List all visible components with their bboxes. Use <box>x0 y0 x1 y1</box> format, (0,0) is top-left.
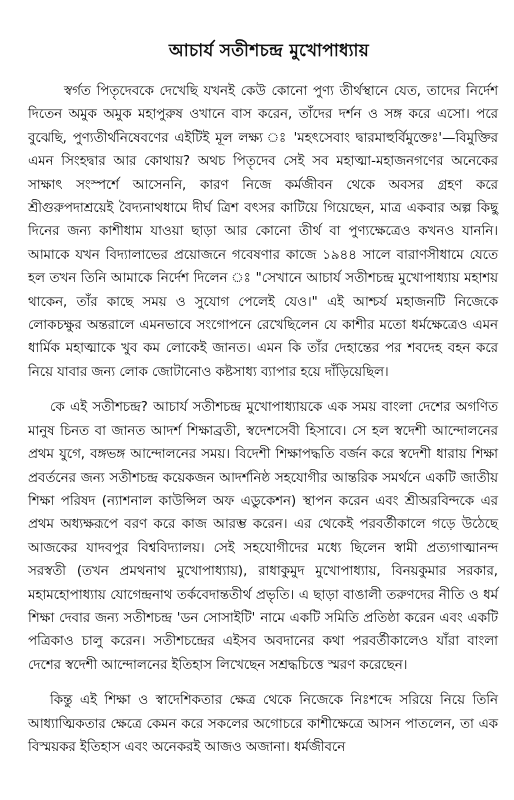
document-page <box>28 38 498 788</box>
paragraph-1: স্বর্গত পিতৃদেবকে দেখেছি যখনই কেউ কোনো পুণ্য তীর্থস্থানে যেত, তাদের নির্দেশ দিতেন অমুক অমুক মহাপুরুষ ওখানে বাস করেন, তাঁদের দর্শন ও সঙ্গ করে এসো। পরে বুঝেছি, পুণ্যতীর্থনিষেবণের এইটিই মূল লক্ষ্য ঃ 'মহৎসেবাং দ্বারমাহুর্বিমুক্তেঃ'—বিমুক্তির এমন সিংহদ্বার আর কোথায়? অথচ পিতৃদেব সেই সব মহাত্মা-মহাজনগণের অনেকের সাক্ষাৎ সংস্পর্শে আসেননি, কারণ নিজে কর্মজীবন থেকে অবসর গ্রহণ করে শ্রীগুরুপদাশ্রয়েই বৈদ্যনাথধামে দীর্ঘ ত্রিশ বৎসর কাটিয়ে গিয়েছেন, মাত্র একবার অল্প কিছু দিনের জন্য কাশীধাম যাওয়া ছাড়া আর কোনো তীর্থ বা পুণ্যক্ষেত্রেও কখনও যাননি। আমাকে যখন বিদ্যালাভের প্রয়োজনে গবেষণার কাজে ১৯৪৪ সালে বারাণসীধামে যেতে হল তখন তিনি আমাকে নির্দেশ দিলেন ঃ "সেখানে আচার্য সতীশচন্দ্র মুখোপাধ্যায় মহাশয় থাকেন, তাঁর কাছে সময় ও সুযোগ পেলেই যেও।" এই আশ্চর্য মহাজনটি নিজেকে লোকচক্ষুর অন্তরালে এমনভাবে সংগোপনে রেখেছিলেন যে কাশীর মতো ধর্মক্ষেত্রেও এমন ধার্মিক মহাত্মাকে খুব কম লোকেই জানত। এমন কি তাঁর দেহান্তের পর শবদেহ বহন করে নিয়ে যাবার জন্য লোক জোটানোও কষ্টসাধ্য ব্যাপার হয়ে দাঁড়িয়েছিল। <box>28 84 498 380</box>
paragraph-3: কিন্তু এই শিক্ষা ও স্বাদেশিকতার ক্ষেত্র থেকে নিজেকে নিঃশব্দে সরিয়ে নিয়ে তিনি আধ্যাত্মিকতার ক্ষেত্রে কেমন করে সকলের অগোচরে কাশীক্ষেত্রে আসন পাতলেন, তা এক বিস্ময়কর ইতিহাস এবং অনেকরই আজও অজানা। ধর্মজীবনে <box>28 693 498 755</box>
paragraph-2: কে এই সতীশচন্দ্র? আচার্য সতীশচন্দ্র মুখোপাধ্যায়কে এক সময় বাংলা দেশের অগণিত মানুষ চিনত বা জানত আদর্শ শিক্ষাব্রতী, স্বদেশসেবী হিসাবে। সে হল স্বদেশী আন্দোলনের প্রথম যুগে, বঙ্গভঙ্গ আন্দোলনের সময়। বিদেশী শিক্ষাপদ্ধতি বর্জন করে স্বদেশী ধারায় শিক্ষা প্রবর্তনের জন্য সতীশচন্দ্র কয়েকজন আদর্শনিষ্ঠ সহযোগীর আন্তরিক সমর্থনে একটি জাতীয় শিক্ষা পরিষদ (ন্যাশনাল কাউন্সিল অফ এডুকেশন) স্থাপন করেন এবং শ্রীঅরবিন্দকে এর প্রথম অধ্যক্ষরূপে বরণ করে কাজ আরম্ভ করেন। এর থেকেই পরবর্তীকালে গড়ে উঠেছে আজকের যাদবপুর বিশ্ববিদ্যালয়। সেই সহযোগীদের মধ্যে ছিলেন স্বামী প্রত্যগাত্মানন্দ সরস্বতী (তখন প্রমথনাথ মুখোপাধ্যায়), রাধাকুমুদ মুখোপাধ্যায়, বিনয়কুমার সরকার, মহামহোপাধ্যায় যোগেন্দ্রনাথ তর্কবেদান্ততীর্থ প্রভৃতি। এ ছাড়া বাঙালী তরুণদের নীতি ও ধর্ম শিক্ষা দেবার জন্য সতীশচন্দ্র 'ডন সোসাইটি' নামে একটি সমিতি প্রতিষ্ঠা করেন এবং একটি পত্রিকাও চালু করেন। সতীশচন্দ্রের এইসব অবদানের কথা পরবর্তীকালেও যাঁরা বাংলা দেশের স্বদেশী আন্দোলনের ইতিহাস লিখেছেন সশ্রদ্ধচিত্তে স্মরণ করেছেন। <box>28 400 498 673</box>
page-title: আচার্য সতীশচন্দ্র মুখোপাধ্যায় <box>168 41 370 61</box>
